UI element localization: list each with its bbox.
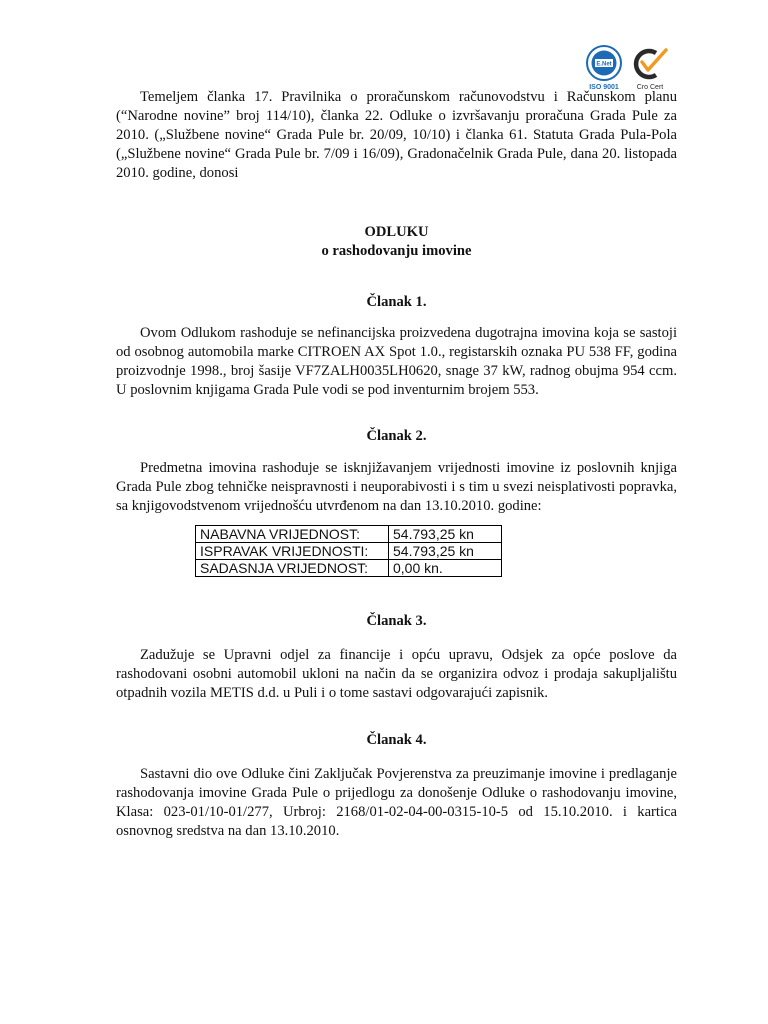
article-1-text: Ovom Odlukom rashoduje se nefinancijska proizvedena dugotrajna imovina koja se sastoji od osobnog automobila marke CITROEN AX Spot 1.0., registarskih oznaka PU 538 FF, godina proizvodnje 1998., broj šasije VF7ZALH0035LH0620, snage 37 kW, radnog obujma 954 ccm. U poslovnim knjigama Grada Pule vodi se pod inventurnim brojem 553. (116, 325, 677, 398)
intro-paragraph: Temeljem članka 17. Pravilnika o proračunskom računovodstvu i Računskom planu (“Narodne novine” broj 114/10), članka 22. Odluke o izvršavanju proračuna Grada Pule za 2010. („Službene novine“ Grada Pule br. 20/09, 10/10) i članka 61. Statuta Grada Pula-Pola („Službene novine“ Grada Pule br. 7/09 i 16/09), Gradonačelnik Grada Pule, dana 20. listopada 2010. godine, donosi (116, 89, 677, 181)
table-row (196, 526, 502, 543)
certification-logos (584, 44, 672, 92)
article-4-heading: Članak 4. (366, 732, 427, 748)
cro-cert-logo (636, 50, 666, 91)
table-cell-value: 0,00 kn. (389, 560, 502, 577)
article-4-text: Sastavni dio ove Odluke čini Zaključak Povjerenstva za preuzimanje imovine i predlaganje rashodovanja imovine Grada Pule o prijedlogu za donošenje Odluke o rashodovanju imovine, Klasa: 023-01/10-01/277, Urbroj: 2168/01-02-04-00-0315-10-5 od 15.10.2010. i kartica osnovnog sredstva na dan 13.10.2010. (116, 766, 677, 839)
decision-subtitle: o rashodovanju imovine (321, 243, 472, 259)
article-2-text: Predmetna imovina rashoduje se isknjižavanjem vrijednosti imovine iz poslovnih knjiga Grada Pule zbog tehničke neispravnosti i neuporabivosti i s tim u svezi neisplativosti popravka, sa knjigovodstvenom vrijednošću utvrđenom na dan 13.10.2010. godine: (116, 460, 677, 514)
table-cell-label: ISPRAVAK VRIJEDNOSTI: (196, 543, 389, 560)
table-cell-label: SADASNJA VRIJEDNOST: (196, 560, 389, 577)
decision-title: ODLUKU (364, 224, 429, 240)
iso-badge-text: E.Net (596, 61, 612, 68)
table-cell-value: 54.793,25 kn (389, 543, 502, 560)
table-cell-label: NABAVNA VRIJEDNOST: (196, 526, 389, 543)
iso-caption: ISO 9001 (589, 84, 619, 91)
article-3-text: Zadužuje se Upravni odjel za financije i opću upravu, Odsjek za opće poslove da rashodovani osobni automobil ukloni na način da se organizira odvoz i prodaja sakupljalištu otpadnih vozila METIS d.d. u Puli i o tome sastavi odgovarajući zapisnik. (116, 647, 677, 701)
table-row (196, 560, 502, 577)
asset-value-table (195, 525, 502, 577)
table-cell-value: 54.793,25 kn (389, 526, 502, 543)
article-2-heading: Članak 2. (366, 428, 427, 444)
article-3-heading: Članak 3. (366, 613, 427, 629)
iso-9001-logo (587, 46, 621, 91)
article-1-heading: Članak 1. (366, 294, 427, 310)
table-row (196, 543, 502, 560)
cro-caption: Cro Cert (636, 84, 664, 91)
